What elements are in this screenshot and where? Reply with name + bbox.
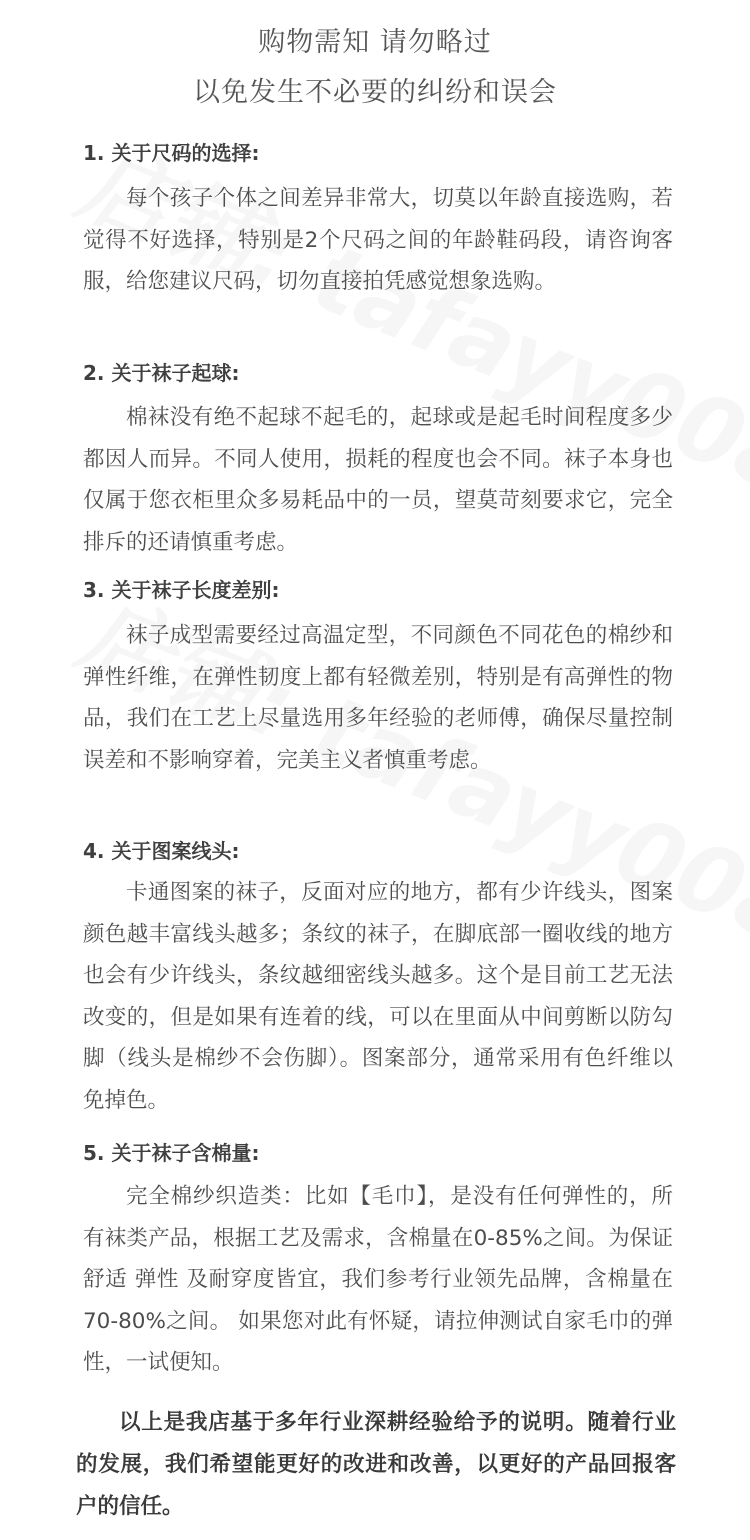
section-body-cotton: 完全棉纱织造类：比如【毛巾】，是没有任何弹性的，所有袜类产品，根据工艺及需求，含棉量在0-85%之间。为保证舒适 弹性 及耐穿度皆宜，我们参考行业领先品牌，含棉量在70-80%之间。 如果您对此有怀疑，请拉伸测试自家毛巾的弹性，一试便知。 bbox=[83, 1184, 673, 1376]
section-heading-threads: 4. 关于图案线头: bbox=[83, 839, 240, 863]
section-heading-cotton: 5. 关于袜子含棉量: bbox=[83, 1141, 260, 1165]
section-body-length: 袜子成型需要经过高温定型，不同颜色不同花色的棉纱和弹性纤维，在弹性韧度上都有轻微差别，特别是有高弹性的物品，我们在工艺上尽量选用多年经验的老师傅，确保尽量控制误差和不影响穿着，完美主义者慎重考虑。 bbox=[83, 623, 673, 773]
closing-statement: 以上是我店基于多年行业深耕经验给予的说明。随着行业的发展，我们希望能更好的改进和改善，以更好的产品回报客户的信任。 bbox=[76, 1410, 676, 1519]
section-heading-size: 1. 关于尺码的选择: bbox=[83, 141, 260, 165]
section-body-threads: 卡通图案的袜子，反面对应的地方，都有少许线头，图案颜色越丰富线头越多；条纹的袜子，在脚底部一圈收线的地方也会有少许线头，条纹越细密线头越多。这个是目前工艺无法改变的，但是如果有连着的线，可以在里面从中间剪断以防勾脚（线头是棉纱不会伤脚）。图案部分，通常采用有色纤维以免掉色。 bbox=[83, 880, 673, 1113]
section-body-size: 每个孩子个体之间差异非常大，切莫以年龄直接选购，若觉得不好选择，特别是2个尺码之间的年龄鞋码段，请咨询客服，给您建议尺码，切勿直接拍凭感觉想象选购。 bbox=[83, 186, 673, 295]
section-body-pilling: 棉袜没有绝不起球不起毛的，起球或是起毛时间程度多少都因人而异。不同人使用，损耗的程度也会不同。袜子本身也仅属于您衣柜里众多易耗品中的一员，望莫苛刻要求它，完全排斥的还请慎重考虑。 bbox=[83, 405, 673, 555]
section-heading-length: 3. 关于袜子长度差别: bbox=[83, 578, 280, 602]
section-heading-pilling: 2. 关于袜子起球: bbox=[83, 361, 240, 385]
page-subtitle: 以免发生不必要的纠纷和误会 bbox=[193, 77, 557, 108]
page-title: 购物需知 请勿略过 bbox=[258, 27, 492, 58]
